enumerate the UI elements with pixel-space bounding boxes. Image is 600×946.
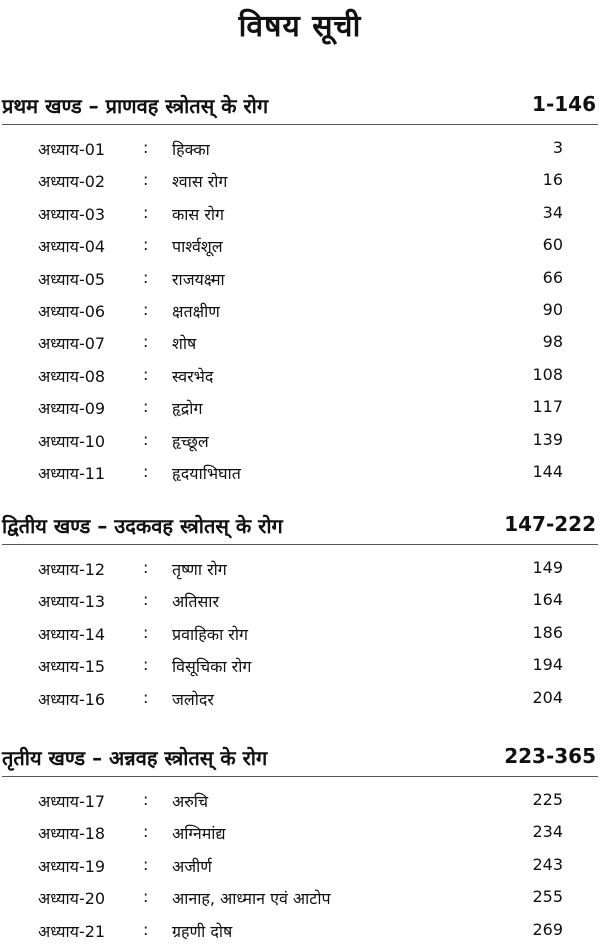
toc-entry bbox=[0, 584, 600, 616]
separator: : bbox=[143, 235, 149, 255]
chapter-number: अध्याय-09 bbox=[38, 399, 106, 419]
separator: : bbox=[143, 267, 149, 287]
page-number: 194 bbox=[532, 655, 563, 675]
section-heading bbox=[2, 740, 596, 774]
toc-entry bbox=[0, 849, 600, 881]
chapter-number: अध्याय-10 bbox=[38, 431, 106, 451]
toc-entry bbox=[0, 784, 600, 816]
chapter-number: अध्याय-04 bbox=[38, 237, 106, 257]
page-number: 66 bbox=[542, 267, 563, 287]
chapter-number: अध्याय-13 bbox=[38, 592, 106, 612]
toc-entry bbox=[0, 164, 600, 196]
separator: : bbox=[143, 687, 149, 707]
page-title: विषय सूची bbox=[238, 9, 362, 44]
chapter-name: अतिसार bbox=[172, 592, 219, 612]
section-title: प्रथम खण्ड – प्राणवह स्त्रोतस् के रोग bbox=[2, 94, 269, 118]
section-title: तृतीय खण्ड – अन्नवह स्त्रोतस् के रोग bbox=[2, 746, 268, 770]
chapter-number: अध्याय-12 bbox=[38, 560, 106, 579]
separator: : bbox=[143, 822, 149, 842]
separator: : bbox=[143, 300, 149, 319]
separator: : bbox=[143, 655, 149, 675]
toc-entry bbox=[0, 359, 600, 391]
chapter-name: विसूचिका रोग bbox=[172, 657, 252, 677]
chapter-number: अध्याय-05 bbox=[38, 269, 106, 289]
toc-entry bbox=[0, 881, 600, 913]
page-number: 164 bbox=[532, 590, 563, 610]
page-number: 117 bbox=[532, 397, 563, 417]
chapter-name: पार्श्वशूल bbox=[172, 237, 223, 257]
page-number: 269 bbox=[532, 919, 563, 939]
section-divider bbox=[2, 124, 598, 125]
toc-entry bbox=[0, 816, 600, 848]
page-number: 3 bbox=[552, 138, 563, 157]
separator: : bbox=[143, 397, 149, 417]
chapter-name: क्षतक्षीण bbox=[172, 302, 220, 321]
separator: : bbox=[143, 887, 149, 907]
chapter-number: अध्याय-21 bbox=[38, 921, 106, 941]
chapter-number: अध्याय-07 bbox=[38, 334, 106, 354]
separator: : bbox=[143, 138, 149, 157]
page-number: 186 bbox=[532, 622, 563, 642]
chapter-number: अध्याय-19 bbox=[38, 856, 106, 876]
separator: : bbox=[143, 170, 149, 190]
section-page-range: 147-222 bbox=[504, 512, 596, 536]
chapter-number: अध्याय-16 bbox=[38, 689, 106, 709]
page-number: 243 bbox=[532, 854, 563, 874]
chapter-name: हृच्छूल bbox=[172, 431, 209, 451]
separator: : bbox=[143, 558, 149, 577]
toc-entry bbox=[0, 617, 600, 649]
section-heading bbox=[2, 508, 596, 542]
toc-entry bbox=[0, 132, 600, 164]
chapter-name: अजीर्ण bbox=[172, 856, 212, 876]
chapter-name: जलोदर bbox=[172, 689, 214, 709]
chapter-number: अध्याय-02 bbox=[38, 172, 106, 192]
page-number: 139 bbox=[532, 429, 563, 449]
toc-entry bbox=[0, 294, 600, 326]
page-number: 149 bbox=[532, 558, 563, 577]
separator: : bbox=[143, 622, 149, 642]
section-divider bbox=[2, 776, 598, 777]
toc-entry bbox=[0, 391, 600, 423]
separator: : bbox=[143, 202, 149, 222]
chapter-name: हिक्का bbox=[172, 140, 210, 159]
chapter-name: तृष्णा रोग bbox=[172, 560, 227, 579]
chapter-name: शोष bbox=[172, 334, 197, 354]
section-page-range: 1-146 bbox=[532, 92, 596, 116]
toc-entry bbox=[0, 262, 600, 294]
chapter-number: अध्याय-11 bbox=[38, 464, 106, 483]
chapter-name: प्रवाहिका रोग bbox=[172, 624, 248, 644]
page-number: 234 bbox=[532, 822, 563, 842]
toc-entry bbox=[0, 326, 600, 358]
chapter-number: अध्याय-03 bbox=[38, 204, 106, 224]
page-number: 225 bbox=[532, 790, 563, 809]
page-number: 255 bbox=[532, 887, 563, 907]
chapter-name: स्वरभेद bbox=[172, 366, 214, 386]
separator: : bbox=[143, 790, 149, 809]
chapter-name: राजयक्ष्मा bbox=[172, 269, 225, 289]
chapter-number: अध्याय-20 bbox=[38, 889, 106, 909]
chapter-name: अरुचि bbox=[172, 792, 209, 811]
chapter-name: ग्रहणी दोष bbox=[172, 921, 233, 941]
separator: : bbox=[143, 590, 149, 610]
separator: : bbox=[143, 429, 149, 449]
toc-entry bbox=[0, 914, 600, 946]
section-heading bbox=[2, 88, 596, 122]
page-number: 16 bbox=[542, 170, 563, 190]
chapter-number: अध्याय-14 bbox=[38, 624, 106, 644]
page-number: 108 bbox=[532, 364, 563, 384]
toc-entry bbox=[0, 682, 600, 714]
chapter-number: अध्याय-01 bbox=[38, 140, 106, 159]
section-divider bbox=[2, 544, 598, 545]
toc-entry bbox=[0, 197, 600, 229]
separator: : bbox=[143, 854, 149, 874]
chapter-name: श्वास रोग bbox=[172, 172, 228, 192]
toc-entry bbox=[0, 649, 600, 681]
separator: : bbox=[143, 364, 149, 384]
toc-entry bbox=[0, 552, 600, 584]
page-number: 204 bbox=[532, 687, 563, 707]
chapter-name: आनाह, आध्मान एवं आटोप bbox=[172, 889, 331, 909]
separator: : bbox=[143, 919, 149, 939]
toc-entry bbox=[0, 456, 600, 488]
chapter-name: कास रोग bbox=[172, 204, 225, 224]
section-title: द्वितीय खण्ड – उदकवह स्त्रोतस् के रोग bbox=[2, 514, 283, 538]
toc-entry bbox=[0, 229, 600, 261]
separator: : bbox=[143, 462, 149, 481]
page-number: 90 bbox=[542, 300, 563, 319]
chapter-number: अध्याय-18 bbox=[38, 824, 106, 844]
chapter-number: अध्याय-08 bbox=[38, 366, 106, 386]
chapter-name: हृदयाभिघात bbox=[172, 464, 241, 483]
separator: : bbox=[143, 332, 149, 352]
chapter-number: अध्याय-15 bbox=[38, 657, 106, 677]
page-number: 60 bbox=[542, 235, 563, 255]
chapter-name: हृद्रोग bbox=[172, 399, 203, 419]
chapter-number: अध्याय-17 bbox=[38, 792, 106, 811]
page-number: 34 bbox=[542, 202, 563, 222]
toc-entry bbox=[0, 424, 600, 456]
page-number: 98 bbox=[542, 332, 563, 352]
page-number: 144 bbox=[532, 462, 563, 481]
chapter-name: अग्निमांद्य bbox=[172, 824, 226, 844]
chapter-number: अध्याय-06 bbox=[38, 302, 106, 321]
section-page-range: 223-365 bbox=[504, 744, 596, 768]
